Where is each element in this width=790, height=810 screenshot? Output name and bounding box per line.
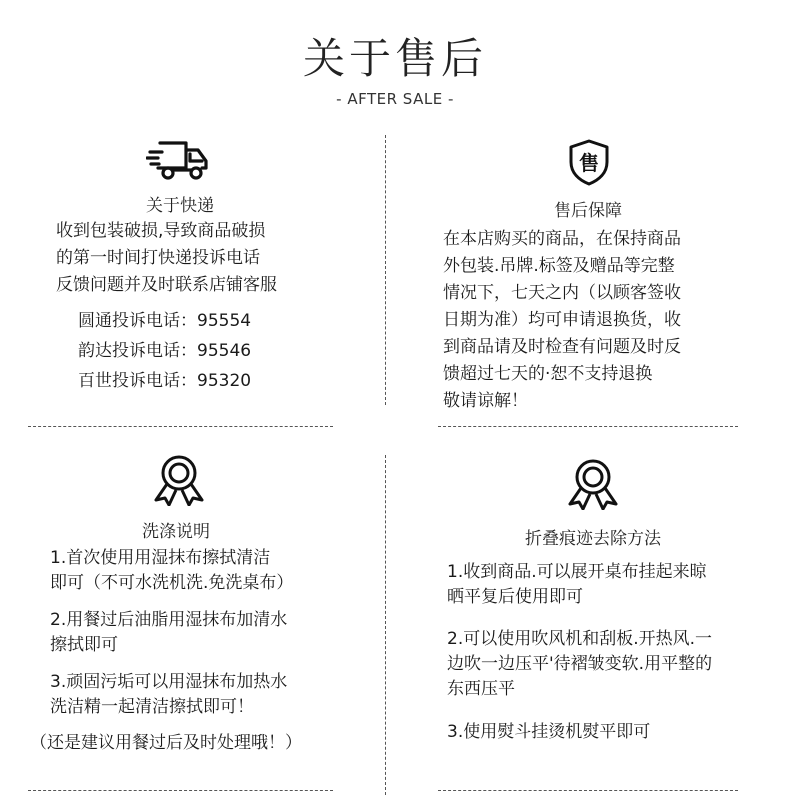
text-line: 洗洁精一起清洁擦拭即可！ [50, 697, 254, 717]
text-line: 晒平复后使用即可 [447, 587, 583, 607]
delivery-text [56, 218, 277, 299]
warranty-title: 售后保障 [554, 201, 622, 221]
text-line: 2.可以使用吹风机和刮板.开热风.一 [447, 629, 713, 649]
washing-item-1 [50, 546, 293, 596]
horizontal-divider-left-top [28, 426, 333, 427]
horizontal-divider-left-bottom [28, 790, 333, 791]
text-line: 3.顽固污垢可以用湿抹布加热水 [50, 672, 288, 692]
text-line: 情况下，七天之内（以顾客签收 [443, 283, 681, 303]
text-line: 3.使用熨斗挂烫机熨平即可 [447, 722, 651, 742]
text-line: 日期为准）均可申请退换货，收 [443, 310, 681, 330]
delivery-title: 关于快递 [146, 196, 214, 216]
delivery-truck-icon [146, 136, 210, 184]
text-line: 2.用餐过后油脂用湿抹布加清水 [50, 610, 288, 630]
text-line: 1.首次使用用湿抹布擦拭清洁 [50, 548, 271, 568]
page-subtitle: - AFTER SALE - [336, 90, 454, 108]
horizontal-divider-right-bottom [438, 790, 738, 791]
vertical-divider-bottom [385, 455, 386, 795]
award-ribbon-icon [566, 458, 620, 510]
text-line: 到商品请及时检查有问题及时反 [443, 337, 681, 357]
award-ribbon-icon [152, 454, 206, 506]
creases-title: 折叠痕迹去除方法 [525, 529, 661, 549]
text-line: 敬请谅解！ [443, 391, 528, 411]
page-title: 关于售后 [302, 34, 487, 83]
text-line: 在本店购买的商品，在保持商品 [443, 229, 681, 249]
creases-item-3 [447, 720, 650, 745]
text-line: 擦拭即可 [50, 635, 118, 655]
shield-badge-text: 售 [579, 151, 599, 175]
washing-note: （还是建议用餐过后及时处理哦！） [30, 733, 302, 753]
text-line: 的第一时间打快递投诉电话 [56, 248, 260, 268]
text-line: 外包装.吊牌.标签及赠品等完整 [443, 256, 675, 276]
washing-item-3 [50, 670, 287, 720]
text-line: 东西压平 [447, 679, 515, 699]
vertical-divider-top [385, 135, 386, 405]
horizontal-divider-right-top [438, 426, 738, 427]
creases-item-1 [447, 560, 707, 610]
text-line: 馈超过七天的·恕不支持退换 [443, 364, 653, 384]
hotline-yunda: 韵达投诉电话：95546 [78, 341, 252, 361]
washing-item-2 [50, 608, 287, 658]
hotline-baishi: 百世投诉电话：95320 [78, 371, 252, 391]
text-line: 即可（不可水洗机洗.免洗桌布） [50, 573, 294, 593]
text-line: 1.收到商品.可以展开桌布挂起来晾 [447, 562, 707, 582]
delivery-hotlines [78, 306, 251, 396]
text-line: 反馈问题并及时联系店铺客服 [56, 275, 277, 295]
hotline-yuantong: 圆通投诉电话：95554 [78, 311, 252, 331]
text-line: 收到包装破损,导致商品破损 [56, 221, 266, 241]
text-line: 边吹一边压平'待褶皱变软.用平整的 [447, 654, 713, 674]
washing-title: 洗涤说明 [142, 522, 210, 542]
creases-item-2 [447, 627, 712, 702]
warranty-text [443, 226, 681, 415]
shield-badge-icon [567, 138, 611, 186]
